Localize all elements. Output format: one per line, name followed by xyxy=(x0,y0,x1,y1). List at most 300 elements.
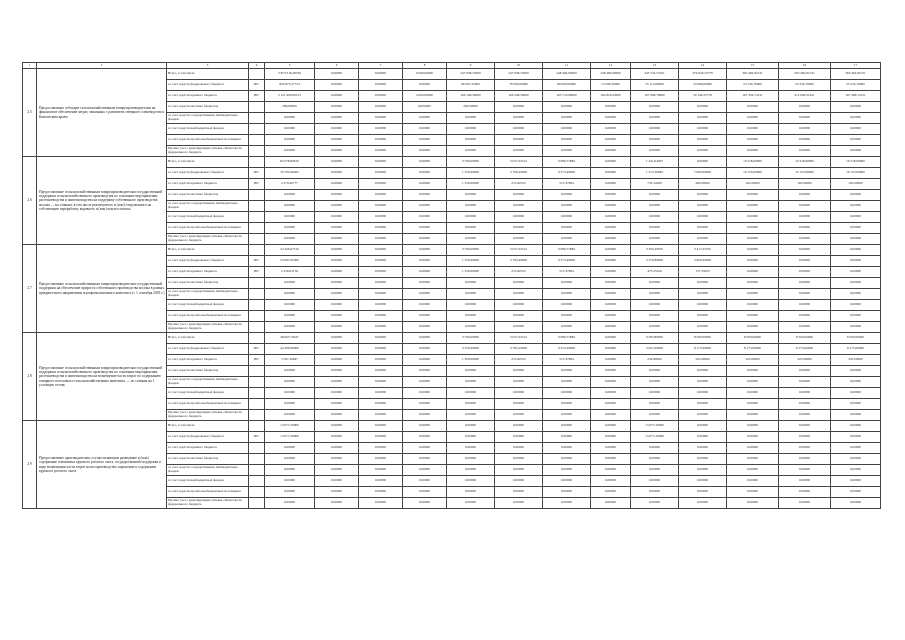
amount-cell: 0,00000 xyxy=(403,454,447,465)
amount-cell: 0,00000 xyxy=(315,157,359,168)
funding-source: за счет средств прочих внебюджетных источников xyxy=(167,487,249,498)
amount-cell: 0,00000 xyxy=(447,366,495,377)
ministry-code xyxy=(249,289,265,300)
amount-cell: 0,00000 xyxy=(779,245,831,256)
amount-cell: 363 462,82131 xyxy=(831,69,881,80)
ministry-code: 807 xyxy=(249,267,265,278)
amount-cell: 0,00000 xyxy=(779,388,831,399)
amount-cell: 752,54280 xyxy=(631,179,679,190)
amount-cell: 1 350,00000 xyxy=(447,267,495,278)
funding-source: за счет средств краевого бюджета xyxy=(167,267,249,278)
ministry-code xyxy=(249,69,265,80)
amount-cell: 0,00000 xyxy=(495,124,543,135)
amount-cell: 1 441,04597 xyxy=(631,157,679,168)
funding-source: за счет средств местных бюджетов xyxy=(167,102,249,113)
amount-cell: 0,00000 xyxy=(359,421,403,432)
amount-cell: 0,00000 xyxy=(265,124,315,135)
ministry-code xyxy=(249,498,265,509)
amount-cell: 0,00000 xyxy=(727,212,779,223)
column-number: 13 xyxy=(631,63,679,69)
amount-cell: 0,00000 xyxy=(591,190,631,201)
table-row xyxy=(23,333,881,344)
column-number: 14 xyxy=(679,63,727,69)
funding-source: за счет средств внебюджетных фондов xyxy=(167,124,249,135)
funding-source: за счет средств внебюджетных фондов xyxy=(167,388,249,399)
amount-cell: 0,00000 xyxy=(265,146,315,157)
amount-cell: 0,00000 xyxy=(591,443,631,454)
amount-cell: 164 816,03000 xyxy=(591,91,631,102)
amount-cell: 0,00000 xyxy=(727,113,779,124)
budget-table xyxy=(22,62,881,509)
amount-cell: 0,00000 xyxy=(727,465,779,476)
amount-cell: 0,00000 xyxy=(591,498,631,509)
amount-cell: 80 600,00000 xyxy=(543,80,591,91)
amount-cell: 0,00000 xyxy=(359,465,403,476)
amount-cell: 0,00000 xyxy=(403,80,447,91)
amount-cell: 0,00000 xyxy=(359,135,403,146)
funding-source: за счет средств краевого бюджета xyxy=(167,91,249,102)
amount-cell: 0,00000 xyxy=(265,388,315,399)
amount-cell: 0,00000 xyxy=(315,80,359,91)
amount-cell: 0,00000 xyxy=(591,168,631,179)
amount-cell: 0,00000 xyxy=(447,223,495,234)
amount-cell: 0,00000 xyxy=(591,278,631,289)
amount-cell: 0,00000 xyxy=(543,465,591,476)
amount-cell: 0,00000 xyxy=(591,289,631,300)
amount-cell: 0,00000 xyxy=(403,465,447,476)
amount-cell: 165,00000 xyxy=(831,179,881,190)
amount-cell: 0,00000 xyxy=(543,212,591,223)
amount-cell: 0,00000 xyxy=(495,212,543,223)
amount-cell: 0,00000 xyxy=(679,377,727,388)
amount-cell: 325,00000 xyxy=(679,355,727,366)
amount-cell: 0,00000 xyxy=(447,476,495,487)
amount-cell: 0,00000 xyxy=(403,476,447,487)
amount-cell: 0,00000 xyxy=(265,300,315,311)
amount-cell: 3 700,00000 xyxy=(447,245,495,256)
amount-cell: 13 677,20000 xyxy=(265,421,315,432)
amount-cell: 1 300,00000 xyxy=(447,355,495,366)
amount-cell: 0,00000 xyxy=(631,212,679,223)
amount-cell: 0,00000 xyxy=(831,487,881,498)
amount-cell: 0,00000 xyxy=(631,113,679,124)
amount-cell: 0,00000 xyxy=(679,146,727,157)
amount-cell: 6 086,77684 xyxy=(543,333,591,344)
amount-cell: 0,00000 xyxy=(679,388,727,399)
amount-cell: 0,00000 xyxy=(359,410,403,421)
amount-cell: 0,00000 xyxy=(591,157,631,168)
amount-cell: 0,00000 xyxy=(679,498,727,509)
amount-cell: 0,00000 xyxy=(591,410,631,421)
amount-cell: 0,00000 xyxy=(679,487,727,498)
amount-cell: 0,00000 xyxy=(265,201,315,212)
measure-name: Предоставление сельскохозяйственным товаропроизводителям государственной поддержки на обеспечение прироста собственного производства молока в рамках приоритетного направления агропромышленного комплекса (с 1 сентября 2018 г.) xyxy=(37,245,167,333)
amount-cell: 248 400,00000 xyxy=(591,69,631,80)
amount-cell: 0,00000 xyxy=(359,498,403,509)
amount-cell: 513,37684 xyxy=(543,179,591,190)
ministry-code xyxy=(249,135,265,146)
amount-cell: 0,00000 xyxy=(265,212,315,223)
measure-name: Предоставление сельскохозяйственным товаропроизводителям государственной поддержки сельскохозяйственного производства по основным мероприятиям растениеводства и животноводства на поддержку собственного производства молока — на ставкам, в том числе реализуемого и (или) отгруженного на собственную переработку коровьего и (или) козьего молока xyxy=(37,157,167,245)
amount-cell: 8 500,00000 xyxy=(831,333,881,344)
table-row xyxy=(23,421,881,432)
amount-cell: 0,00000 xyxy=(403,377,447,388)
amount-cell: 0,00000 xyxy=(631,498,679,509)
amount-cell: 0,00000 xyxy=(591,454,631,465)
amount-cell: 8 500,00000 xyxy=(679,333,727,344)
amount-cell: 0,00000 xyxy=(359,278,403,289)
amount-cell: 0,00000 xyxy=(315,190,359,201)
row-index: 2.9 xyxy=(23,421,37,509)
column-number: 6 xyxy=(315,63,359,69)
amount-cell: 0,00000 xyxy=(359,168,403,179)
amount-cell: 0,00000 xyxy=(359,201,403,212)
amount-cell: 0,00000 xyxy=(831,146,881,157)
column-number: 5 xyxy=(265,63,315,69)
amount-cell: 0,00000 xyxy=(359,256,403,267)
ministry-code xyxy=(249,410,265,421)
amount-cell: 0,00000 xyxy=(265,443,315,454)
amount-cell: 54 996,00000 xyxy=(679,80,727,91)
amount-cell: 0,00000 xyxy=(447,300,495,311)
amount-cell: 513,37684 xyxy=(543,267,591,278)
amount-cell: 55 115,00000 xyxy=(631,80,679,91)
amount-cell: 0,00000 xyxy=(359,146,403,157)
amount-cell: 10 318,00000 xyxy=(831,157,881,168)
amount-cell: 0,00000 xyxy=(315,399,359,410)
amount-cell: 0,00000 xyxy=(631,487,679,498)
amount-cell: 0,00000 xyxy=(631,476,679,487)
amount-cell: 0,00000 xyxy=(679,201,727,212)
amount-cell: 0,00000 xyxy=(447,432,495,443)
amount-cell: 0,00000 xyxy=(543,201,591,212)
table-row xyxy=(23,245,881,256)
column-number: 16 xyxy=(779,63,831,69)
column-number: 8 xyxy=(403,63,447,69)
ministry-code xyxy=(249,322,265,333)
amount-cell: 0,00000 xyxy=(447,399,495,410)
amount-cell: 0,00000 xyxy=(779,289,831,300)
amount-cell: 0,00000 xyxy=(447,443,495,454)
amount-cell: 0,00000 xyxy=(315,146,359,157)
funding-source: за счет средств федерального бюджета xyxy=(167,168,249,179)
amount-cell: 0,00000 xyxy=(779,190,831,201)
funding-source: за счет средств федерального бюджета xyxy=(167,80,249,91)
amount-cell: 251,82525 xyxy=(495,179,543,190)
amount-cell: 0,00000 xyxy=(359,454,403,465)
amount-cell: 0,00000 xyxy=(315,311,359,322)
amount-cell: 0,00000 xyxy=(591,179,631,190)
amount-cell: 0,00000 xyxy=(591,355,631,366)
amount-cell: 1 350,00000 xyxy=(447,168,495,179)
amount-cell: 0,00000 xyxy=(727,399,779,410)
amount-cell: 0,00000 xyxy=(447,465,495,476)
ministry-code xyxy=(249,333,265,344)
amount-cell: 0,00000 xyxy=(403,179,447,190)
funding-source: за счет средств местных бюджетов xyxy=(167,454,249,465)
amount-cell: 0,00000 xyxy=(679,399,727,410)
amount-cell: 8 175,00000 xyxy=(727,344,779,355)
amount-cell: 0,00000 xyxy=(265,190,315,201)
funding-source: Всего, в том числе xyxy=(167,421,249,432)
amount-cell: 212 006,31631 xyxy=(779,91,831,102)
funding-source: за счет средств местных бюджетов xyxy=(167,366,249,377)
amount-cell: 0,00000 xyxy=(779,410,831,421)
ministry-code xyxy=(249,234,265,245)
amount-cell: 0,00000 xyxy=(315,432,359,443)
amount-cell: 0,00000 xyxy=(779,212,831,223)
amount-cell: 0,00000 xyxy=(495,278,543,289)
amount-cell: 0,00000 xyxy=(779,146,831,157)
amount-cell: 248 400,00000 xyxy=(543,69,591,80)
amount-cell: 0,00000 xyxy=(359,476,403,487)
amount-cell: 0,00000 xyxy=(495,190,543,201)
amount-cell: 0,00000 xyxy=(831,245,881,256)
amount-cell: 0,00000 xyxy=(359,322,403,333)
amount-cell: 0,00000 xyxy=(831,267,881,278)
amount-cell: 0,00000 xyxy=(315,91,359,102)
amount-cell: 0,00000 xyxy=(679,476,727,487)
amount-cell: 55 234,70900 xyxy=(727,80,779,91)
amount-cell: 0,00000 xyxy=(779,278,831,289)
row-index: 2.6 xyxy=(23,157,37,245)
amount-cell: 0,00000 xyxy=(315,344,359,355)
amount-cell: 0,00000 xyxy=(403,234,447,245)
amount-cell: 0,00000 xyxy=(403,212,447,223)
amount-cell: 0,00000 xyxy=(359,399,403,410)
amount-cell: 0,00000 xyxy=(359,267,403,278)
amount-cell: 0,00000 xyxy=(359,69,403,80)
amount-cell: 0,00000 xyxy=(495,300,543,311)
amount-cell: 0,00000 xyxy=(631,190,679,201)
amount-cell: 0,00000 xyxy=(495,234,543,245)
amount-cell: 0,00000 xyxy=(779,366,831,377)
funding-source: Прочие учет, гарантирующие объемы обязательств федерального бюджета xyxy=(167,410,249,421)
amount-cell: 0,00000 xyxy=(447,487,495,498)
amount-cell: 0,00000 xyxy=(315,487,359,498)
amount-cell: 1 350,00000 xyxy=(447,256,495,267)
amount-cell: 0,00000 xyxy=(779,256,831,267)
column-number: 4 xyxy=(249,63,265,69)
row-index: 2.5 xyxy=(23,69,37,157)
amount-cell: 0,00000 xyxy=(779,476,831,487)
ministry-code xyxy=(249,366,265,377)
amount-cell: 247 658,35000 xyxy=(447,69,495,80)
amount-cell: 0,00000 xyxy=(679,289,727,300)
amount-cell: 0,00000 xyxy=(315,102,359,113)
amount-cell: 8 500,00000 xyxy=(727,333,779,344)
amount-cell: 0,00000 xyxy=(779,113,831,124)
amount-cell: 0,00000 xyxy=(631,102,679,113)
amount-cell: 0,00000 xyxy=(779,234,831,245)
amount-cell: 0,00000 xyxy=(265,377,315,388)
amount-cell: 0,00000 xyxy=(315,454,359,465)
ministry-code xyxy=(249,487,265,498)
amount-cell: 1 372,56983 xyxy=(631,168,679,179)
amount-cell: 6 575,40000 xyxy=(543,256,591,267)
funding-source: Всего, в том числе xyxy=(167,69,249,80)
amount-cell: 10 318,00000 xyxy=(727,157,779,168)
amount-cell: 0,00000 xyxy=(403,190,447,201)
amount-cell: 5 027,22512 xyxy=(495,245,543,256)
amount-cell: 0,00000 xyxy=(447,212,495,223)
amount-cell: 4 350,00000 xyxy=(447,344,495,355)
ministry-code: 807 xyxy=(249,355,265,366)
amount-cell: 167 406,74131 xyxy=(831,91,881,102)
amount-cell: 0,00000 xyxy=(727,454,779,465)
amount-cell: 0,00000 xyxy=(831,399,881,410)
amount-cell: 0,00000 xyxy=(591,256,631,267)
amount-cell: 0,00000 xyxy=(779,102,831,113)
ministry-code xyxy=(249,212,265,223)
amount-cell: 0,00000 xyxy=(591,223,631,234)
amount-cell: 0,00000 xyxy=(631,465,679,476)
amount-cell: 78 590,00000 xyxy=(495,80,543,91)
amount-cell: 0,00000 xyxy=(495,432,543,443)
column-number: 17 xyxy=(831,63,881,69)
funding-source: за счет средств прочих внебюджетных источников xyxy=(167,135,249,146)
amount-cell: 10 318,00000 xyxy=(779,157,831,168)
ministry-code xyxy=(249,388,265,399)
amount-cell: 0,00000 xyxy=(831,289,881,300)
amount-cell: 0,00000 xyxy=(591,267,631,278)
amount-cell: 0,00000 xyxy=(447,278,495,289)
column-number: 3 xyxy=(167,63,249,69)
ministry-code: 807 xyxy=(249,168,265,179)
amount-cell: 0,00000 xyxy=(779,377,831,388)
amount-cell: 0,00000 xyxy=(315,388,359,399)
amount-cell: 0,00000 xyxy=(447,135,495,146)
amount-cell: 0,00000 xyxy=(831,223,881,234)
amount-cell: 0,00000 xyxy=(447,454,495,465)
amount-cell: 0,00000 xyxy=(403,311,447,322)
amount-cell: 0,00000 xyxy=(543,289,591,300)
amount-cell: 0,00000 xyxy=(403,355,447,366)
amount-cell: 0,00000 xyxy=(727,498,779,509)
amount-cell: 0,00000 xyxy=(447,289,495,300)
amount-cell: 0,00000 xyxy=(631,322,679,333)
amount-cell: 0,00000 xyxy=(315,322,359,333)
amount-cell: 0,00000 xyxy=(265,113,315,124)
funding-source: Прочие учет, гарантирующие объемы обязательств федерального бюджета xyxy=(167,234,249,245)
amount-cell: 0,00000 xyxy=(315,465,359,476)
amount-cell: 0,00000 xyxy=(591,366,631,377)
amount-cell: 2 873 016,28536 xyxy=(265,69,315,80)
funding-source: Прочие учет, гарантирующие объемы обязательств федерального бюджета xyxy=(167,498,249,509)
amount-cell: 0,00000 xyxy=(447,377,495,388)
amount-cell: 0,00000 xyxy=(631,234,679,245)
amount-cell: 0,00000 xyxy=(495,146,543,157)
amount-cell: 10 153,00000 xyxy=(831,168,881,179)
amount-cell: 0,00000 xyxy=(727,256,779,267)
ministry-code: 807 xyxy=(249,91,265,102)
amount-cell: 0,00000 xyxy=(727,135,779,146)
amount-cell: 0,00000 xyxy=(403,443,447,454)
amount-cell: 0,00000 xyxy=(359,355,403,366)
ministry-code: 807 xyxy=(249,80,265,91)
amount-cell: 0,00000 xyxy=(679,465,727,476)
amount-cell: 0,00000 xyxy=(403,146,447,157)
amount-cell: 0,00000 xyxy=(831,410,881,421)
amount-cell: 0,00000 xyxy=(315,113,359,124)
amount-cell: 82 078,00610 xyxy=(265,157,315,168)
amount-cell: 325,00000 xyxy=(727,355,779,366)
amount-cell: 13 677,20000 xyxy=(265,432,315,443)
amount-cell: 0,00000 xyxy=(779,300,831,311)
amount-cell: 0,00000 xyxy=(543,410,591,421)
amount-cell: 0,00000 xyxy=(779,124,831,135)
amount-cell: 0,00000 xyxy=(591,487,631,498)
ministry-code xyxy=(249,421,265,432)
amount-cell: 2 600,20000 xyxy=(679,256,727,267)
ministry-code: 807 xyxy=(249,344,265,355)
ministry-code xyxy=(249,245,265,256)
amount-cell: 0,00000 xyxy=(679,113,727,124)
amount-cell: 0,00000 xyxy=(315,366,359,377)
amount-cell: 6 525,40000 xyxy=(543,344,591,355)
amount-cell: 0,00000 xyxy=(591,333,631,344)
amount-cell: 0,00000 xyxy=(543,311,591,322)
amount-cell: 0,00000 xyxy=(631,124,679,135)
amount-cell: 0,00000 xyxy=(779,223,831,234)
amount-cell: 0,00000 xyxy=(265,476,315,487)
ministry-code xyxy=(249,300,265,311)
amount-cell: 0,00000 xyxy=(591,212,631,223)
amount-cell: 6 086,77684 xyxy=(543,157,591,168)
amount-cell: 0,00000 xyxy=(403,267,447,278)
amount-cell: 0,00000 xyxy=(403,245,447,256)
amount-cell: 0,00000 xyxy=(447,146,495,157)
amount-cell: 0,00000 xyxy=(403,421,447,432)
funding-source: Прочие учет, гарантирующие объемы обязательств федерального бюджета xyxy=(167,322,249,333)
amount-cell: 0,00000 xyxy=(779,267,831,278)
ministry-code xyxy=(249,102,265,113)
ministry-code xyxy=(249,201,265,212)
ministry-code xyxy=(249,476,265,487)
table-row xyxy=(23,69,881,80)
amount-cell: 0,00000 xyxy=(359,432,403,443)
amount-cell: 8 175,00000 xyxy=(679,344,727,355)
amount-cell: 0,00000 xyxy=(679,443,727,454)
amount-cell: 0,00000 xyxy=(495,465,543,476)
ministry-code xyxy=(249,465,265,476)
column-number: 12 xyxy=(591,63,631,69)
funding-source: за счет средств государственных внебюджетных фондов xyxy=(167,465,249,476)
amount-cell: 5 027,22512 xyxy=(495,157,543,168)
amount-cell: 0,00000 xyxy=(727,311,779,322)
amount-cell: 0,00000 xyxy=(359,344,403,355)
amount-cell: 0,00000 xyxy=(679,223,727,234)
amount-cell: 0,00000 xyxy=(679,135,727,146)
amount-cell: 0,00000 xyxy=(403,366,447,377)
amount-cell: 0,00000 xyxy=(403,223,447,234)
amount-cell: 0,00000 xyxy=(831,443,881,454)
amount-cell: 0,00000 xyxy=(543,135,591,146)
amount-cell: 0,00000 xyxy=(591,234,631,245)
amount-cell: 0,00000 xyxy=(831,377,881,388)
column-number: 7 xyxy=(359,63,403,69)
amount-cell: 60,00000 xyxy=(403,102,447,113)
amount-cell: 0,00000 xyxy=(831,388,881,399)
amount-cell: 513,37684 xyxy=(543,355,591,366)
amount-cell: 0,00000 xyxy=(359,212,403,223)
ministry-code xyxy=(249,124,265,135)
amount-cell: 0,00000 xyxy=(403,432,447,443)
amount-cell: 0,00000 xyxy=(359,234,403,245)
amount-cell: 0,00000 xyxy=(779,399,831,410)
column-number: 9 xyxy=(447,63,495,69)
amount-cell: 0,00000 xyxy=(403,498,447,509)
